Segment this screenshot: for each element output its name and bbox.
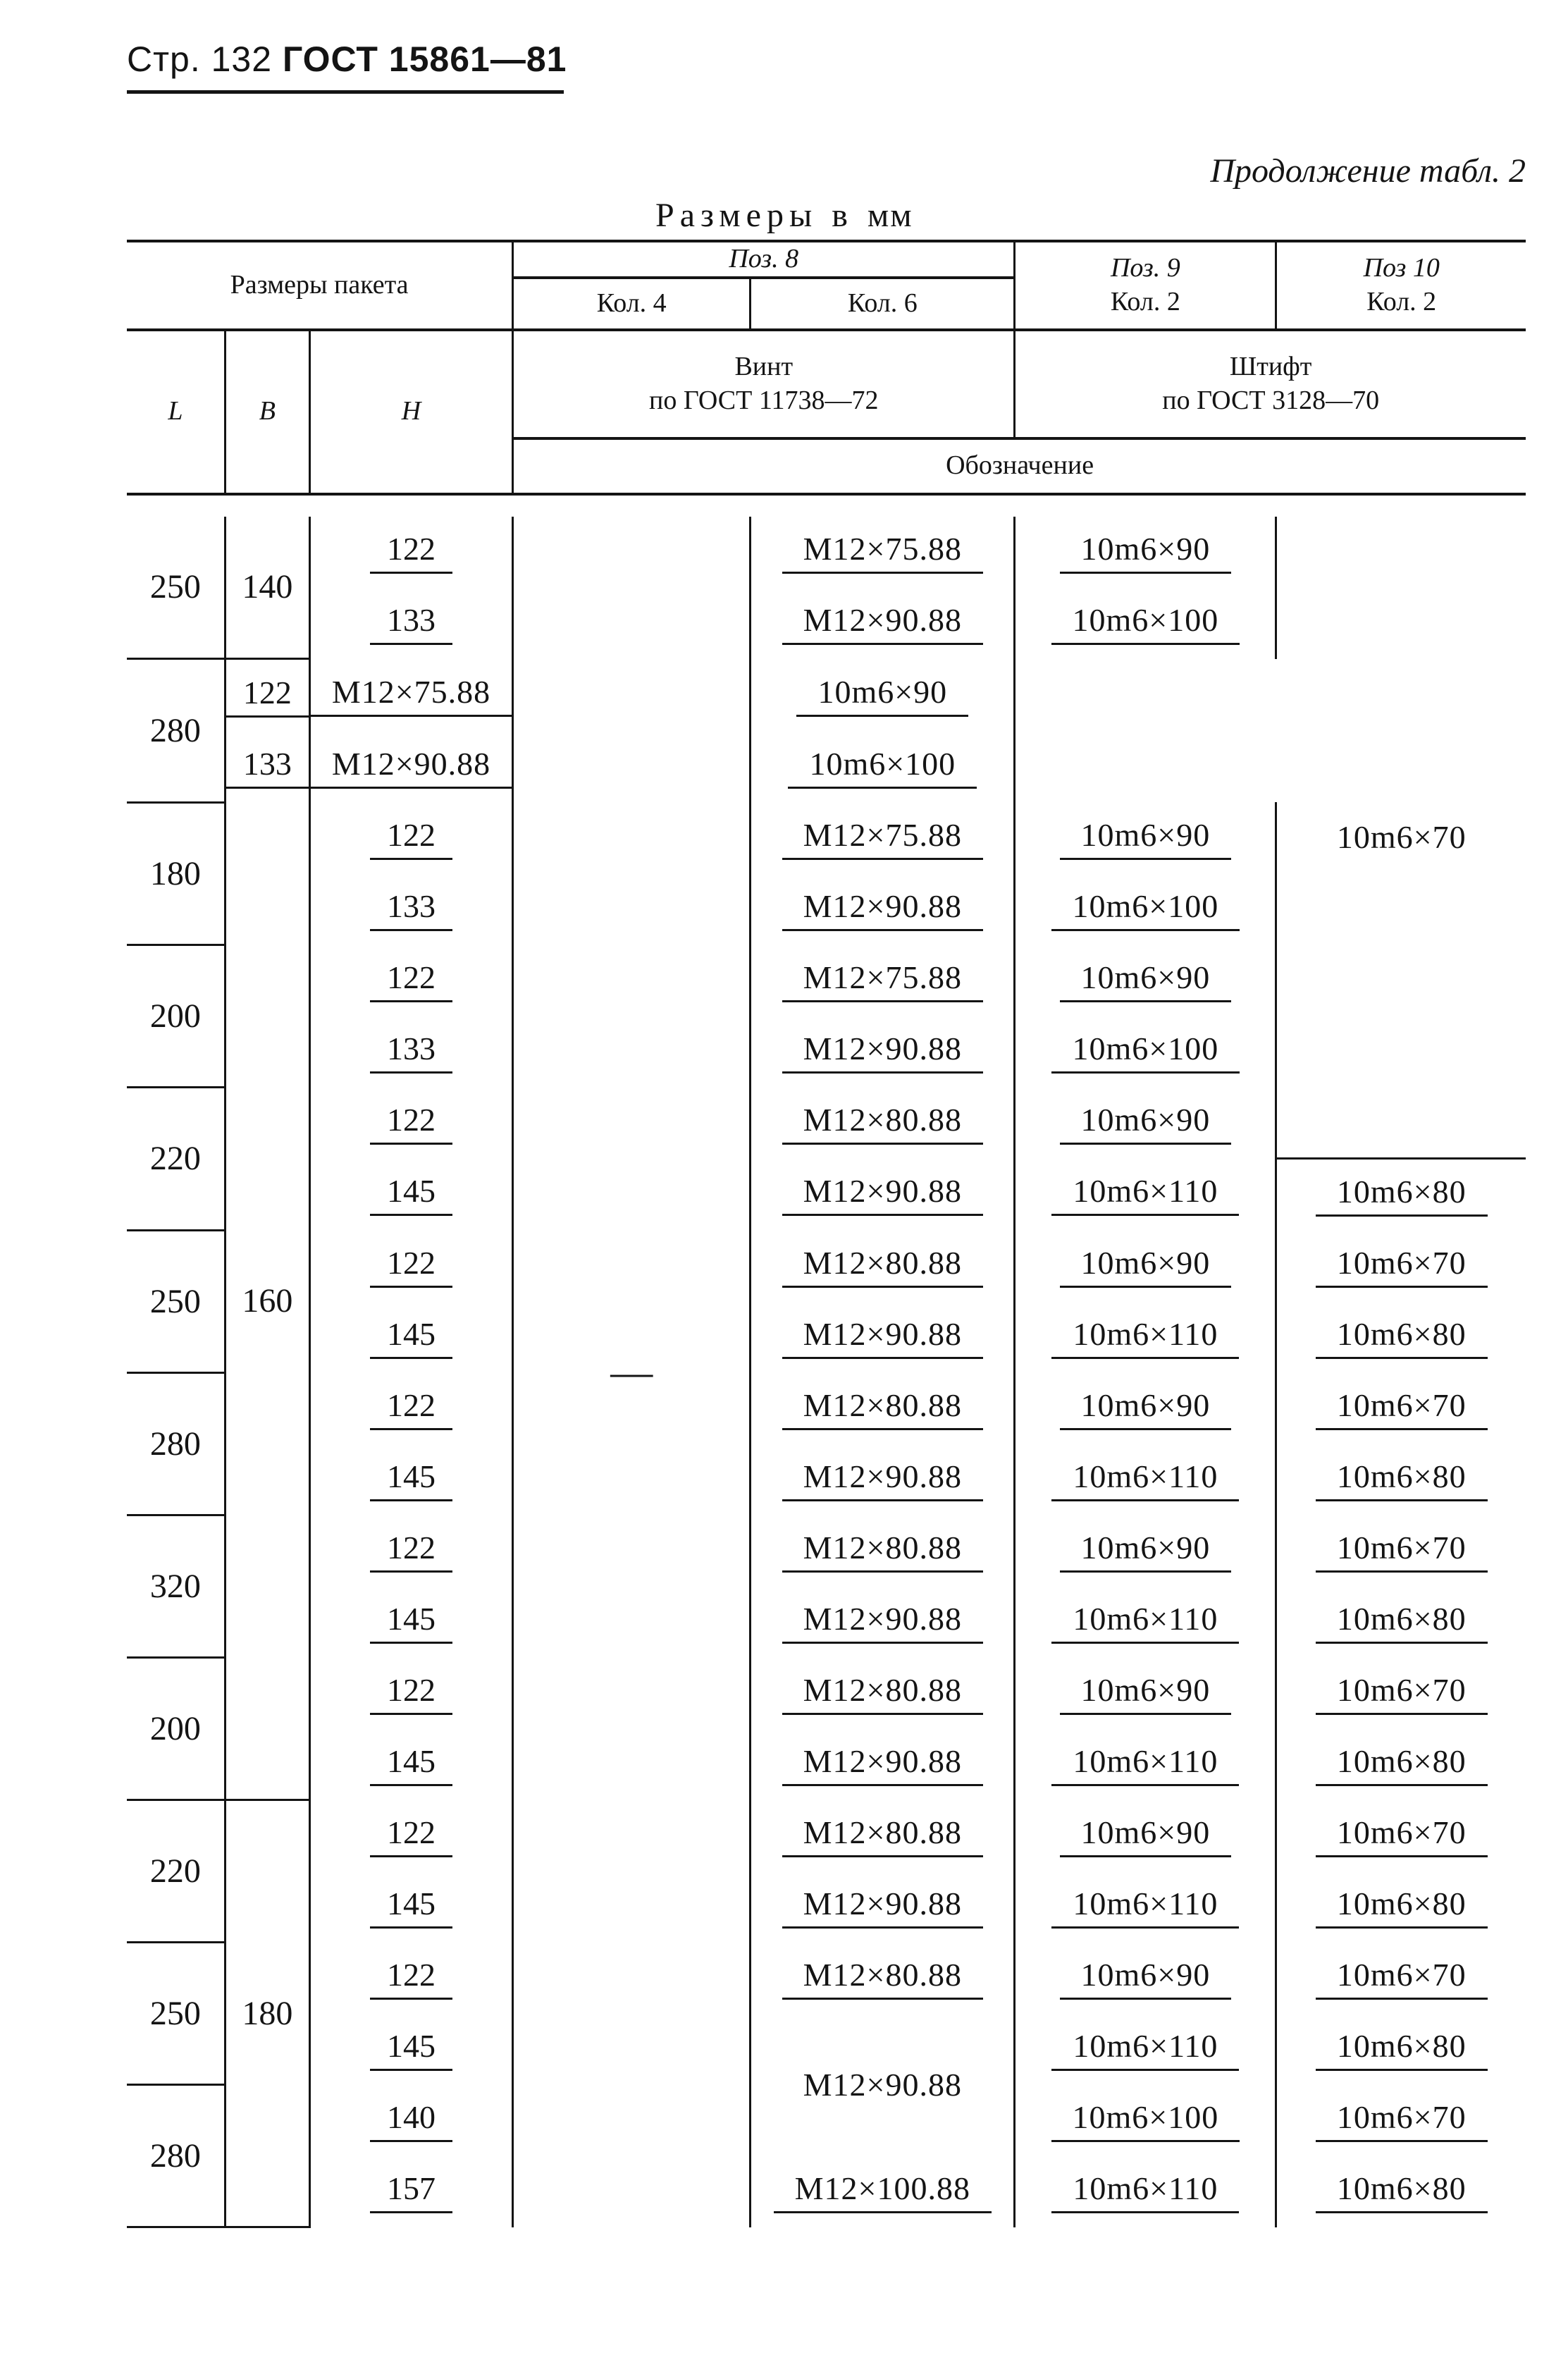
cell-H-value: 122: [370, 1101, 452, 1145]
cell-pin10: [1276, 1729, 1526, 1800]
cell-screw: [751, 1231, 1015, 1302]
table-row: [127, 1729, 1526, 1800]
header-screw-std: по ГОСТ 11738—72: [649, 385, 879, 415]
cell-H-value: 122: [370, 1814, 452, 1857]
cell-H: [309, 873, 512, 945]
cell-H: [309, 1587, 512, 1658]
page-header: [127, 39, 567, 80]
cell-pin9: [1015, 2085, 1276, 2156]
cell-pin10: [1276, 2156, 1526, 2227]
cell-pin9: [1015, 945, 1276, 1016]
cell-pin10-value: 10m6×80: [1316, 2027, 1488, 2071]
cell-pin10-value: 10m6×80: [1316, 1742, 1488, 1786]
table-row: [127, 517, 1526, 588]
cell-H-value: 157: [370, 2170, 452, 2213]
cell-pin9: [1015, 1587, 1276, 1658]
cell-pin10: [1276, 2085, 1526, 2156]
cell-screw: [751, 517, 1015, 588]
cell-H-value: 122: [370, 530, 452, 574]
cell-screw-value: M12×90.88: [782, 1315, 983, 1359]
cell-H: [309, 1943, 512, 2014]
cell-pin10-value: 10m6×70: [1316, 1386, 1488, 1430]
header-pos9: [1015, 241, 1276, 330]
cell-H-value: 122: [370, 959, 452, 1002]
cell-screw: [751, 1373, 1015, 1444]
cell-L: 320: [127, 1515, 225, 1658]
cell-H-value: 122: [226, 674, 309, 718]
cell-H-value: 133: [370, 601, 452, 645]
cell-pin10-value: 10m6×80: [1316, 1315, 1488, 1359]
header-pin: [1015, 330, 1526, 438]
cell-pin10: [1276, 1943, 1526, 2014]
header-pos10: [1276, 241, 1526, 330]
cell-L: 250: [127, 1231, 225, 1373]
cell-pin9-value: 10m6×110: [1051, 1458, 1239, 1501]
table-body: [127, 517, 1526, 2227]
cell-pin9: [1015, 588, 1276, 659]
table-row: [127, 1943, 1526, 2014]
cell-pin9-value: 10m6×100: [1051, 1030, 1240, 1074]
cell-screw-value: M12×80.88: [782, 1244, 983, 1288]
cell-screw-value: M12×90.88: [311, 745, 512, 789]
cell-pin9-value: 10m6×90: [1060, 1814, 1232, 1857]
cell-H: [309, 1729, 512, 1800]
cell-pin10: [1276, 1302, 1526, 1373]
cell-H: [309, 1658, 512, 1729]
cell-L: 220: [127, 1800, 225, 1943]
header-B: B: [225, 330, 309, 494]
cell-pin9-value: 10m6×100: [1051, 601, 1240, 645]
cell-screw: [751, 1158, 1015, 1231]
cell-B: 160: [225, 802, 309, 1800]
cell-pin10: [1276, 1515, 1526, 1587]
cell-H-value: 140: [370, 2098, 452, 2142]
cell-pin9-value: 10m6×90: [1060, 1101, 1232, 1145]
header-rule: [127, 90, 564, 94]
cell-pin9-value: 10m6×100: [1051, 2098, 1240, 2142]
cell-screw-value: M12×80.88: [782, 1956, 983, 2000]
cell-screw-value: M12×75.88: [782, 959, 983, 1002]
cell-H: [309, 1373, 512, 1444]
table-row: [127, 1158, 1526, 1231]
header-pos8-qty6: Кол. 6: [751, 278, 1015, 330]
cell-L: 250: [127, 1943, 225, 2085]
cell-screw-value: M12×80.88: [782, 1101, 983, 1145]
cell-screw: [751, 1943, 1015, 2014]
cell-pin9-value: 10m6×90: [1060, 530, 1232, 574]
cell-screw: [309, 659, 512, 732]
cell-screw: [751, 1087, 1015, 1158]
spec-table: [127, 240, 1526, 2228]
cell-pin9: [1015, 2014, 1276, 2085]
cell-pin9: [1015, 873, 1276, 945]
cell-pin9: [751, 659, 1015, 732]
cell-pin10-value: 10m6×70: [1316, 2098, 1488, 2142]
cell-screw: [751, 588, 1015, 659]
cell-H: [309, 1871, 512, 1943]
cell-L: 280: [127, 2085, 225, 2227]
cell-H-value: 145: [370, 1885, 452, 1929]
table-row: [127, 1871, 1526, 1943]
cell-H: [309, 1016, 512, 1087]
cell-screw-value: M12×80.88: [782, 1671, 983, 1715]
cell-screw: [751, 873, 1015, 945]
cell-pin10-value: 10m6×70: [1316, 1529, 1488, 1573]
cell-H-value: 133: [370, 887, 452, 931]
header-pos8-qty4: Кол. 4: [513, 278, 751, 330]
cell-H: [309, 1158, 512, 1231]
cell-pin10-value: 10m6×80: [1316, 1173, 1488, 1217]
cell-screw: [751, 1515, 1015, 1587]
cell-pin9: [1015, 2156, 1276, 2227]
cell-pin9-value: 10m6×90: [1060, 816, 1232, 860]
cell-H-value: 145: [370, 2027, 452, 2071]
cell-H-value: 145: [370, 1742, 452, 1786]
cell-pin10-value: 10m6×70: [1316, 1671, 1488, 1715]
cell-screw-value: M12×80.88: [782, 1386, 983, 1430]
cell-pin10-value: 10m6×80: [1316, 1458, 1488, 1501]
cell-H: [309, 517, 512, 588]
cell-screw: [751, 1729, 1015, 1800]
cell-L: 200: [127, 945, 225, 1087]
cell-H-value: 133: [226, 745, 309, 789]
cell-H: [309, 588, 512, 659]
cell-H: [309, 1231, 512, 1302]
cell-L: 250: [127, 517, 225, 659]
cell-pin9-value: 10m6×110: [1051, 1885, 1239, 1929]
cell-H: [309, 802, 512, 873]
cell-pin9: [1015, 1800, 1276, 1871]
cell-pin9: [1015, 1943, 1276, 2014]
cell-H: [309, 1302, 512, 1373]
cell-pin9: [1015, 1373, 1276, 1444]
cell-H-value: 145: [370, 1172, 452, 1216]
cell-screw-value: M12×80.88: [782, 1814, 983, 1857]
cell-screw-value: M12×90.88: [782, 1030, 983, 1074]
cell-H-value: 145: [370, 1458, 452, 1501]
cell-H: [309, 1800, 512, 1871]
cell-B: 180: [225, 1800, 309, 2227]
cell-pin9: [751, 731, 1015, 802]
cell-pin9: [1015, 1729, 1276, 1800]
cell-pin10: [1276, 1587, 1526, 1658]
cell-pin9: [1015, 1087, 1276, 1158]
cell-pin9: [1015, 517, 1276, 588]
cell-pin10: [1276, 1658, 1526, 1729]
cell-pin10-value: 10m6×70: [1316, 1814, 1488, 1857]
cell-screw-value: M12×90.88: [782, 601, 983, 645]
table-row: [127, 1373, 1526, 1444]
cell-pin10: [1276, 1800, 1526, 1871]
cell-screw-value: M12×75.88: [782, 530, 983, 574]
cell-pin10-value: 10m6×70: [1316, 1244, 1488, 1288]
cell-H: [309, 1087, 512, 1158]
header-spacer: [127, 494, 1526, 517]
header-pin-name: Штифт: [1229, 352, 1312, 381]
cell-pin10: [1276, 1871, 1526, 1943]
cell-screw: [751, 1800, 1015, 1871]
cell-pin9: [1015, 1158, 1276, 1231]
cell-pin9-value: 10m6×110: [1051, 2027, 1239, 2071]
header-pin-std: по ГОСТ 3128—70: [1162, 385, 1380, 415]
cell-L: 280: [127, 659, 225, 803]
cell-screw: [751, 1016, 1015, 1087]
header-H: H: [309, 330, 512, 494]
cell-pos8-qty4: —: [513, 517, 751, 2227]
cell-screw: [751, 1871, 1015, 1943]
cell-pin9: [1015, 802, 1276, 873]
cell-screw-value: M12×90.88: [782, 1600, 983, 1644]
cell-pin9-value: 10m6×110: [1051, 1172, 1239, 1216]
cell-H: [309, 2085, 512, 2156]
cell-B: 140: [225, 517, 309, 659]
cell-screw: [751, 1444, 1015, 1515]
cell-pin9-value: 10m6×100: [788, 745, 977, 789]
cell-pin10: [1276, 1231, 1526, 1302]
cell-screw-value: M12×90.88: [782, 1172, 983, 1216]
cell-screw: [751, 2156, 1015, 2227]
cell-pin9: [1015, 1515, 1276, 1587]
cell-pin9: [1015, 1231, 1276, 1302]
units-unit: мм: [867, 197, 913, 234]
header-pos10-qty: Кол. 2: [1366, 286, 1437, 316]
cell-L: 180: [127, 802, 225, 945]
header-designation: Обозначение: [513, 438, 1526, 494]
units-label: Размеры в: [655, 197, 853, 234]
cell-pin9-value: 10m6×110: [1051, 2170, 1239, 2213]
cell-screw-value: M12×75.88: [782, 816, 983, 860]
cell-screw-value: M12×90.88: [782, 1458, 983, 1501]
header-packet-sizes: Размеры пакета: [127, 241, 513, 330]
cell-screw: [751, 945, 1015, 1016]
cell-H-value: 122: [370, 1529, 452, 1573]
cell-screw-value: M12×90.88: [782, 1742, 983, 1786]
cell-H: [225, 659, 309, 732]
cell-screw: [309, 731, 512, 802]
cell-screw: [751, 1658, 1015, 1729]
header-pos8: Поз. 8: [513, 241, 1015, 278]
table-row: [127, 2156, 1526, 2227]
standard-number: ГОСТ 15861—81: [282, 39, 567, 79]
cell-H-value: 122: [370, 1244, 452, 1288]
table-continuation-label: Продолжение табл. 2: [1210, 152, 1526, 190]
cell-screw: [751, 2014, 1015, 2156]
table-row: [127, 1658, 1526, 1729]
cell-screw-value: M12×100.88: [774, 2170, 992, 2213]
table-row: [127, 1302, 1526, 1373]
cell-pin10-value: 10m6×80: [1316, 2170, 1488, 2213]
cell-pin9-value: 10m6×90: [1060, 1671, 1232, 1715]
cell-H-value: 122: [370, 1671, 452, 1715]
cell-H: [309, 2156, 512, 2227]
header-pos9-label: Поз. 9: [1110, 253, 1180, 283]
cell-H: [225, 731, 309, 802]
cell-pin9: [1015, 1871, 1276, 1943]
cell-pin10-value: 10m6×70: [1316, 1956, 1488, 2000]
cell-pin10: [1276, 1158, 1526, 1231]
cell-L: 220: [127, 1087, 225, 1231]
page-number: Стр. 132: [127, 39, 273, 79]
cell-screw-value: M12×90.88: [782, 1885, 983, 1929]
cell-pin10: [1276, 1444, 1526, 1515]
cell-pin9: [1015, 1444, 1276, 1515]
cell-screw: [751, 802, 1015, 873]
cell-H: [309, 2014, 512, 2085]
header-L: L: [127, 330, 225, 494]
cell-screw-value: M12×80.88: [782, 1529, 983, 1573]
cell-H-value: 122: [370, 1386, 452, 1430]
cell-H-value: 145: [370, 1600, 452, 1644]
header-screw-name: Винт: [734, 352, 794, 381]
cell-screw-value: M12×90.88: [782, 887, 983, 931]
cell-H: [309, 1444, 512, 1515]
cell-H-value: 145: [370, 1315, 452, 1359]
cell-pin9: [1015, 1302, 1276, 1373]
cell-H-value: 133: [370, 1030, 452, 1074]
cell-pin9-value: 10m6×100: [1051, 887, 1240, 931]
cell-screw: [751, 1587, 1015, 1658]
cell-H: [309, 1515, 512, 1587]
header-pos10-label: Поз 10: [1363, 253, 1440, 283]
table-row: [127, 1231, 1526, 1302]
header-pos9-qty: Кол. 2: [1110, 286, 1180, 316]
cell-H-value: 122: [370, 816, 452, 860]
table-row: [127, 2014, 1526, 2085]
cell-pin9-value: 10m6×90: [1060, 959, 1232, 1002]
cell-L: 280: [127, 1373, 225, 1515]
cell-pin9-value: 10m6×110: [1051, 1742, 1239, 1786]
table-row: [127, 1444, 1526, 1515]
cell-screw-value: M12×90.88: [803, 2067, 962, 2103]
cell-screw-value: M12×75.88: [311, 673, 512, 717]
cell-pos10-shared: 10m6×70: [1276, 517, 1526, 1159]
table-row: [127, 1587, 1526, 1658]
table-row: [127, 1515, 1526, 1587]
table-row: [127, 1800, 1526, 1871]
cell-pin9-value: 10m6×90: [1060, 1244, 1232, 1288]
cell-pin9-value: 10m6×110: [1051, 1600, 1239, 1644]
cell-screw: [751, 1302, 1015, 1373]
cell-L: 200: [127, 1658, 225, 1800]
cell-pin9-value: 10m6×110: [1051, 1315, 1239, 1359]
cell-pin9: [1015, 1016, 1276, 1087]
cell-pin10: [1276, 1373, 1526, 1444]
cell-pin10-value: 10m6×80: [1316, 1885, 1488, 1929]
cell-pin10-value: 10m6×80: [1316, 1600, 1488, 1644]
cell-pin9-value: 10m6×90: [1060, 1956, 1232, 2000]
cell-H-value: 122: [370, 1956, 452, 2000]
cell-pin9-value: 10m6×90: [1060, 1386, 1232, 1430]
units-caption: [655, 196, 913, 235]
header-screw: [513, 330, 1015, 438]
cell-pin9: [1015, 1658, 1276, 1729]
cell-pin9-value: 10m6×90: [1060, 1529, 1232, 1573]
cell-H: [309, 945, 512, 1016]
cell-pin9-value: 10m6×90: [796, 673, 968, 717]
cell-pin10: [1276, 2014, 1526, 2085]
